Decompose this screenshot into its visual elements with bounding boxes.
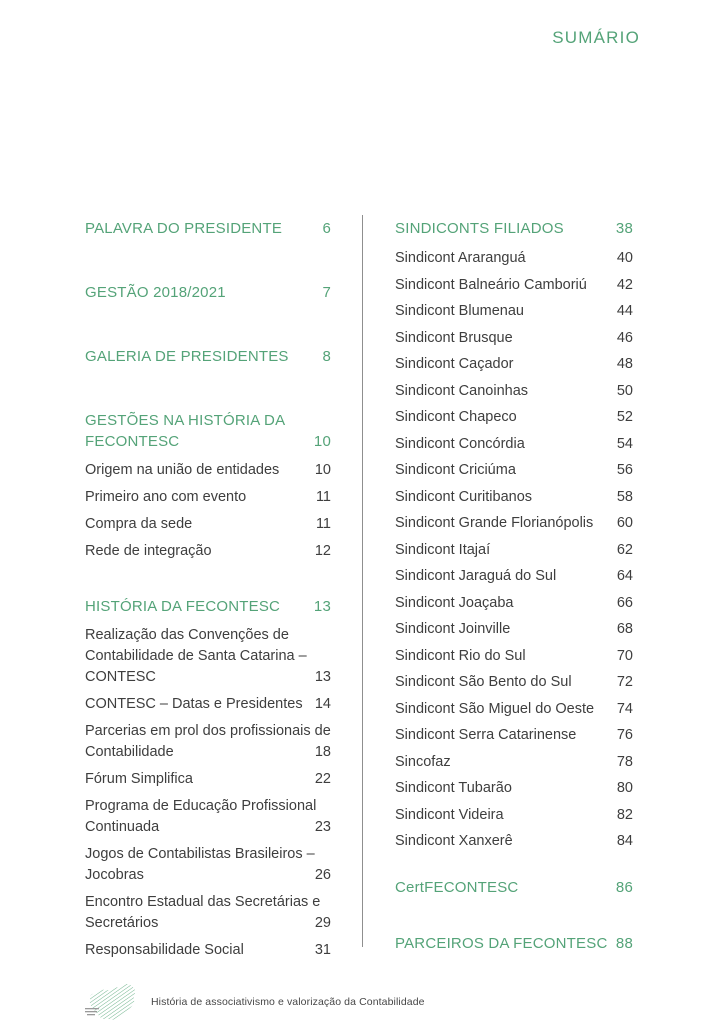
toc-entry-label: HISTÓRIA DA FECONTESC — [85, 598, 281, 615]
toc-entry-page: 70 — [616, 647, 633, 664]
toc-item[interactable] — [395, 354, 633, 375]
toc-item[interactable] — [395, 672, 633, 693]
toc-item[interactable] — [85, 796, 331, 838]
toc-entry-page: 31 — [314, 942, 331, 958]
toc-entry-label: Sindicont Balneário Camboriú — [395, 276, 587, 293]
toc-item[interactable] — [395, 513, 633, 534]
toc-column-right — [395, 218, 633, 954]
toc-entry-label: Realização das Convenções de Contabilidade de Santa Catarina – CONTESC — [85, 627, 307, 685]
toc-entry-page: 40 — [616, 250, 633, 266]
toc-section-gestoes-na-historia[interactable] — [85, 410, 331, 452]
toc-entry-page: 44 — [616, 303, 633, 319]
toc-entry-page: 60 — [616, 515, 633, 531]
toc-section-parceiros-da-fecontesc[interactable] — [395, 933, 633, 954]
toc-entry-page: 29 — [314, 915, 331, 931]
toc-entry-label: Sindicont Joinville — [395, 621, 511, 637]
toc-entry-page: 10 — [313, 433, 331, 450]
toc-item[interactable] — [395, 275, 633, 296]
toc-entry-label: Sindicont Rio do Sul — [395, 647, 526, 664]
toc-entry-page: 88 — [615, 935, 633, 952]
toc-entry-label: Responsabilidade Social — [85, 942, 244, 958]
toc-item[interactable] — [85, 721, 331, 763]
toc-item[interactable] — [85, 769, 331, 790]
toc-entry-label: SINDICONTS FILIADOS — [395, 220, 564, 237]
toc-item[interactable] — [395, 248, 633, 269]
toc-item[interactable] — [395, 778, 633, 799]
toc-entry-page: 10 — [314, 462, 331, 478]
toc-entry-page: 6 — [322, 220, 331, 237]
toc-entry-page: 18 — [314, 744, 331, 760]
toc-entry-label: Sindicont Caçador — [395, 356, 514, 372]
toc-entry-page: 13 — [313, 598, 331, 615]
toc-item[interactable] — [85, 460, 331, 481]
toc-item[interactable] — [395, 752, 633, 773]
toc-entry-page: 12 — [314, 543, 331, 559]
toc-entry-label: Sindicont Itajaí — [395, 541, 491, 558]
toc-entry-label: Sindicont Jaraguá do Sul — [395, 568, 557, 584]
toc-section-sindiconts-filiados[interactable] — [395, 218, 633, 239]
toc-entry-label: Sindicont Araranguá — [395, 250, 526, 266]
toc-entry-label: PARCEIROS DA FECONTESC — [395, 935, 608, 952]
toc-entry-label: Sindicont Blumenau — [395, 303, 524, 319]
toc-entry-label: Fórum Simplifica — [85, 771, 193, 787]
toc-entry-label: Rede de integração — [85, 543, 212, 559]
toc-item[interactable] — [395, 566, 633, 587]
toc-section-certfecontesc[interactable] — [395, 877, 633, 898]
toc-item[interactable] — [85, 694, 331, 715]
toc-entry-label: Sindicont Curitibanos — [395, 488, 533, 505]
toc-section-historia-da-fecontesc[interactable] — [85, 596, 331, 617]
toc-entry-page: 78 — [616, 753, 633, 770]
toc-entry-label: GESTÕES NA HISTÓRIA DA FECONTESC — [85, 412, 285, 450]
toc-entry-page: 14 — [314, 696, 331, 712]
toc-entry-page: 48 — [616, 356, 633, 372]
footer — [84, 981, 425, 1023]
toc-entry-page: 74 — [616, 700, 633, 717]
toc-item[interactable] — [395, 805, 633, 826]
toc-entry-page: 38 — [615, 220, 633, 237]
toc-entry-page: 84 — [616, 833, 633, 849]
toc-item[interactable] — [395, 619, 633, 640]
toc-item[interactable] — [395, 699, 633, 720]
santa-catarina-map-icon — [84, 981, 138, 1023]
toc-entry-page: 11 — [315, 516, 331, 532]
toc-item[interactable] — [85, 844, 331, 886]
toc-entry-page: 72 — [616, 674, 633, 690]
toc-entry-label: Sindicont Brusque — [395, 329, 513, 346]
toc-section-palavra-do-presidente[interactable] — [85, 218, 331, 239]
toc-entry-page: 54 — [616, 435, 633, 452]
toc-entry-page: 68 — [616, 621, 633, 637]
toc-item[interactable] — [85, 541, 331, 562]
toc-entry-label: PALAVRA DO PRESIDENTE — [85, 220, 283, 237]
toc-entry-label: Jogos de Contabilistas Brasileiros – Jocobras — [85, 846, 315, 883]
toc-entry-page: 66 — [616, 594, 633, 611]
toc-entry-label: Sindicont Videira — [395, 806, 504, 823]
toc-item[interactable] — [395, 407, 633, 428]
toc-entry-label: GESTÃO 2018/2021 — [85, 284, 226, 301]
toc-entry-page: 52 — [616, 409, 633, 425]
toc-item[interactable] — [395, 487, 633, 508]
toc-item[interactable] — [85, 514, 331, 535]
toc-entry-page: 13 — [314, 669, 331, 685]
toc-entry-label: Encontro Estadual das Secretárias e Secretários — [85, 894, 321, 931]
toc-item[interactable] — [395, 434, 633, 455]
toc-entry-page: 7 — [322, 284, 331, 301]
toc-section-galeria-de-presidentes[interactable] — [85, 346, 331, 367]
toc-entry-label: CONTESC – Datas e Presidentes — [85, 696, 303, 712]
toc-entry-page: 86 — [615, 879, 633, 896]
toc-entry-label: Compra da sede — [85, 516, 193, 532]
toc-entry-label: Programa de Educação Profissional Continuada — [85, 798, 317, 835]
toc-entry-label: Sindicont Chapeco — [395, 409, 517, 425]
toc-entry-label: Sindicont Xanxerê — [395, 833, 513, 849]
footer-tagline: História de associativismo e valorização da Contabilidade — [151, 996, 425, 1008]
toc-entry-label: Sindicont Criciúma — [395, 462, 516, 478]
toc-entry-page: 8 — [322, 348, 331, 365]
toc-item[interactable] — [395, 540, 633, 561]
toc-entry-label: Sindicont Concórdia — [395, 435, 525, 452]
toc-entry-label: Primeiro ano com evento — [85, 489, 247, 505]
toc-entry-page: 46 — [616, 329, 633, 346]
toc-item[interactable] — [85, 487, 331, 508]
toc-entry-label: Sincofaz — [395, 753, 451, 770]
toc-entry-page: 22 — [314, 771, 331, 787]
toc-entry-label: GALERIA DE PRESIDENTES — [85, 348, 289, 365]
toc-entry-page: 62 — [616, 541, 633, 558]
toc-entry-label: Parcerias em prol dos profissionais de Contabilidade — [85, 723, 331, 760]
toc-entry-page: 64 — [616, 568, 633, 584]
toc-entry-page: 11 — [315, 489, 331, 505]
toc-entry-page: 26 — [314, 867, 331, 883]
toc-entry-label: Sindicont São Bento do Sul — [395, 674, 572, 690]
toc-item[interactable] — [85, 940, 331, 961]
page-title: SUMÁRIO — [552, 28, 640, 47]
toc-entry-label: Origem na união de entidades — [85, 462, 280, 478]
toc-entry-label: Sindicont Joaçaba — [395, 594, 514, 611]
toc-column-left — [85, 218, 331, 967]
toc-item[interactable] — [395, 831, 633, 852]
toc-entry-page: 80 — [616, 780, 633, 796]
toc-item[interactable] — [395, 381, 633, 402]
toc-item[interactable] — [395, 593, 633, 614]
toc-item[interactable] — [395, 328, 633, 349]
toc-entry-page: 76 — [616, 727, 633, 743]
toc-entry-label: Sindicont Canoinhas — [395, 382, 529, 399]
toc-section-gestao-2018-2021[interactable] — [85, 282, 331, 303]
toc-entry-label: CertFECONTESC — [395, 879, 519, 896]
column-divider — [362, 215, 363, 947]
toc-entry-page: 82 — [616, 806, 633, 823]
toc-item[interactable] — [395, 725, 633, 746]
toc-item[interactable] — [395, 646, 633, 667]
toc-entry-page: 58 — [616, 488, 633, 505]
toc-entry-page: 42 — [616, 276, 633, 293]
toc-entry-label: Sindicont Tubarão — [395, 780, 512, 796]
toc-item[interactable] — [395, 301, 633, 322]
toc-entry-page: 50 — [616, 382, 633, 399]
toc-entry-page: 23 — [314, 819, 331, 835]
toc-item[interactable] — [85, 625, 331, 688]
toc-entry-label: Sindicont Grande Florianópolis — [395, 515, 594, 531]
toc-item[interactable] — [85, 892, 331, 934]
toc-entry-label: Sindicont São Miguel do Oeste — [395, 700, 595, 717]
toc-entry-page: 56 — [616, 462, 633, 478]
toc-item[interactable] — [395, 460, 633, 481]
toc-entry-label: Sindicont Serra Catarinense — [395, 727, 577, 743]
